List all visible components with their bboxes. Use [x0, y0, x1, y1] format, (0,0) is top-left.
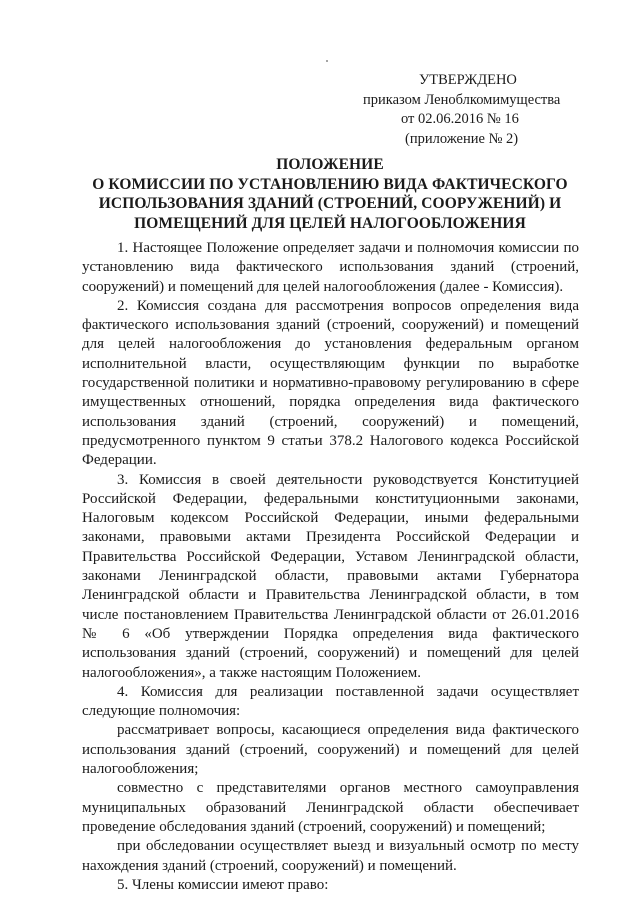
- scan-speck: [326, 60, 328, 62]
- document-title: [80, 155, 580, 233]
- paragraph-2: 2. Комиссия создана для рассмотрения вопросов определения вида фактического использования зданий (строений, сооружений) и помещений для целей налогообложения до установления федеральным органом исполнительной власти, осуществляющим функции по выработке государственной политики и нормативно-правовому регулированию в сфере имущественных отношений, порядка определения вида фактического использования зданий (строений, сооружений) и помещений, предусмотренного пунктом 9 статьи 378.2 Налогового кодекса Российской Федерации.: [82, 297, 579, 469]
- title-line-2: О КОМИССИИ ПО УСТАНОВЛЕНИЮ ВИДА ФАКТИЧЕСКОГО: [92, 175, 568, 193]
- title-line-1: ПОЛОЖЕНИЕ: [276, 156, 384, 173]
- approval-line-2: приказом Леноблкомимущества: [363, 91, 561, 108]
- paragraph-4: 4. Комиссия для реализации поставленной задачи осуществляет следующие полномочия:: [82, 683, 579, 720]
- approval-line-4: (приложение № 2): [405, 130, 519, 147]
- paragraph-4-item-3: при обследовании осуществляет выезд и визуальный осмотр по месту нахождения зданий (строений, сооружений) и помещений.: [82, 838, 579, 874]
- title-line-4: ПОМЕЩЕНИЙ ДЛЯ ЦЕЛЕЙ НАЛОГООБЛОЖЕНИЯ: [134, 214, 526, 232]
- paragraph-1: 1. Настоящее Положение определяет задачи и полномочия комиссии по установлению вида фактического использования зданий (строений, сооружений) и помещений для целей налогообложения (далее - Комиссия).: [82, 240, 579, 295]
- paragraph-5: 5. Члены комиссии имеют право:: [117, 876, 329, 893]
- approval-line-1: УТВЕРЖДЕНО: [419, 72, 517, 88]
- paragraph-4-item-1: рассматривает вопросы, касающиеся определения вида фактического использования зданий (строений, сооружений) и помещений для целей налогообложения;: [82, 722, 579, 778]
- approval-line-3: от 02.06.2016 № 16: [401, 111, 519, 127]
- paragraph-4-item-2: совместно с представителями органов местного самоуправления муниципальных образований Ленинградской области обеспечивает проведение обследования зданий (строений, сооружений) и помещений;: [82, 780, 579, 835]
- title-line-3: ИСПОЛЬЗОВАНИЯ ЗДАНИЙ (СТРОЕНИЙ, СООРУЖЕНИЙ) И: [98, 195, 562, 212]
- paragraph-3: 3. Комиссия в своей деятельности руководствуется Конституцией Российской Федерации, федеральными конституционными законами, Налоговым кодексом Российской Федерации, иными федеральными законами, правовыми актами Президента Российской Федерации и Правительства Российской Федерации, Уставом Ленинградской области, законами Ленинградской области, правовыми актами Губернатора Ленинградской области и Правительства Ленинградской области, в том числе постановлением Правительства Ленинградской области от 26.01.2016 № 6 «Об утверждении Порядка определения вида фактического использования зданий (строений, сооружений) и помещений для целей налогообложения», а также настоящим Положением.: [82, 471, 579, 681]
- approval-stamp: [363, 71, 578, 149]
- document-body: [82, 239, 579, 895]
